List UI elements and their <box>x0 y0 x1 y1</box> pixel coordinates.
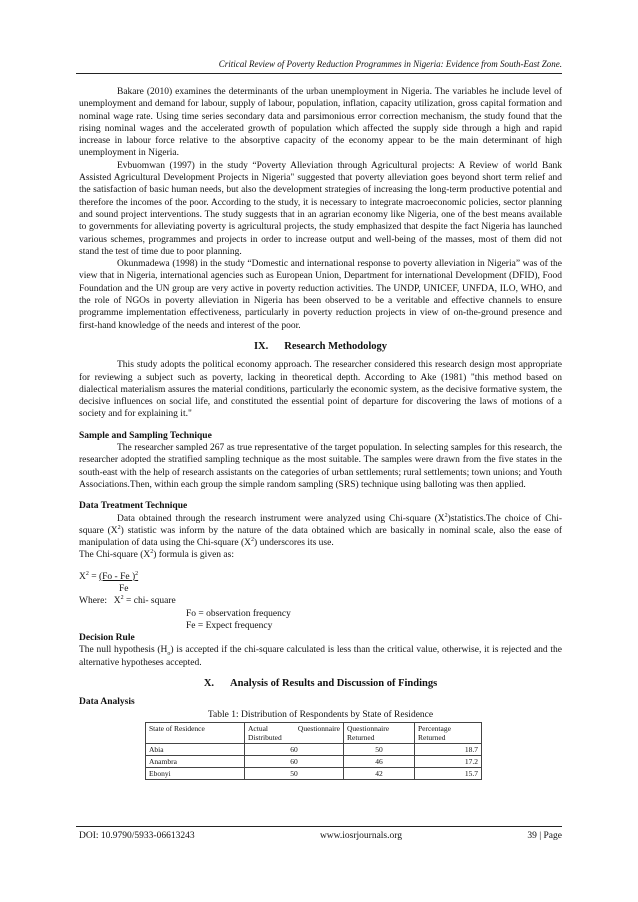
section-number: X. <box>203 678 215 690</box>
chi-square-formula <box>79 571 562 632</box>
footer-website: www.iosrjournals.org <box>319 831 403 841</box>
subheading-sampling: Sample and Sampling Technique <box>79 430 212 441</box>
definition-fe: Fe = Expect frequency <box>186 620 273 631</box>
running-header: Critical Review of Poverty Reduction Programmes in Nigeria: Evidence from South-East Zone. <box>218 59 562 69</box>
column-header <box>245 722 344 743</box>
superscript: 2 <box>85 570 89 577</box>
cell-percentage: 15.7 <box>415 767 482 779</box>
section-title: Analysis of Results and Discussion of Findings <box>230 678 438 690</box>
text-run: Percentage <box>418 723 451 733</box>
table-caption: Table 1: Distribution of Respondents by State of Residence <box>207 709 434 720</box>
cell-state: Abia <box>146 743 245 755</box>
header-rule <box>76 73 562 74</box>
text-run: Distributed <box>248 732 282 742</box>
text-run: ) is accepted if the chi-square calculated is less than the critical value, otherwise, it is rejected and the alternative hypotheses accepted. <box>79 645 562 668</box>
text-run: ) statistic was inform by the nature of the data obtained which are basically in nominal scale, also the ease of manipulation of data using the Chi-square (X <box>79 525 562 549</box>
cell-returned: 46 <box>344 755 415 767</box>
superscript: 2 <box>135 570 139 577</box>
subscript: o <box>167 651 171 658</box>
page-body <box>79 86 562 780</box>
text-run: (Fo - Fe ) <box>98 571 136 582</box>
column-header <box>415 722 482 743</box>
text-run: Questionnaire <box>297 723 340 733</box>
formula-numerator <box>99 572 138 582</box>
footer-doi: DOI: 10.9790/5933-06613243 <box>79 831 195 841</box>
cell-state: Anambra <box>146 755 245 767</box>
formula-lhs: X <box>79 571 86 582</box>
paragraph-evbuomwan: Evbuomwan (1997) in the study “Poverty Alleviation through Agricultural projects: A Review of world Bank Assisted Agricultural Development Projects in Nigeria" suggested that poverty alleviation goes beyond short term relief and the satisfaction of basic human needs, but also the development strategies of increasing the long-term productive potential and therefore the incomes of the poor. According to the study, it is necessary to integrate macroeconomic policies, sector planning and sound project interventions. The study suggests that in an agrarian economy like Nigeria, one of the best means available to governments for alleviating poverty is agricultural projects, the study emphasized that despite the fact Nigeria has launched various schemes, programmes and projects in order to increase output and well-being of the masses, most of them did not stand the test of time due to poor planning. <box>79 160 562 257</box>
section-heading-ix <box>79 341 562 353</box>
footer-rule <box>76 826 562 827</box>
paragraph-data-treatment <box>79 513 562 550</box>
column-header <box>344 722 415 743</box>
cell-returned: 42 <box>344 767 415 779</box>
superscript: 2 <box>120 595 124 602</box>
section-title: Research Methodology <box>284 340 388 352</box>
text-run: ) formula is given as: <box>153 550 234 561</box>
subheading-decision-rule: Decision Rule <box>79 633 135 644</box>
definition-fo: Fo = observation frequency <box>186 608 291 619</box>
text-run: = chi- square <box>123 596 176 607</box>
paragraph-decision-rule <box>79 644 562 669</box>
superscript: 2 <box>251 536 255 543</box>
paragraph-sampling: The researcher sampled 267 as true representative of the target population. In selecting samples for this research, the researcher adopted the stratified sampling technique as the most suitable. The samples were drawn from the five states in the south-east with the help of research assistants on the categories of urban settlements; rural settlements; town unions; and Youth Associations.Then, within each group the simple random sampling (SRS) technique using balloting was then applied. <box>79 443 562 490</box>
superscript: 2 <box>444 512 448 519</box>
section-number: IX. <box>253 340 269 352</box>
formula-intro <box>79 549 562 561</box>
text-run: Data obtained through the research instrument were analyzed using Chi-square (X <box>117 513 445 524</box>
equals-sign: = <box>88 571 99 582</box>
distribution-table <box>145 722 482 780</box>
text-run: Returned <box>418 732 446 742</box>
page-footer <box>79 831 562 841</box>
footer-page-number: 39 | Page <box>527 831 562 841</box>
cell-distributed: 60 <box>245 755 344 767</box>
paragraph-okunmadewa: Okunmadewa (1998) in the study “Domestic and international response to poverty alleviation in Nigeria” was of the view that in Nigeria, international agencies such as European Union, Department for international Development (DFID), Food Foundation and the UN group are very active in poverty reduction activities. The UNDP, UNICEF, UNFDA, ILO, WHO, and the role of NGOs in poverty alleviation in Nigeria has been observed to be a veritable and effective channels to ensure programme implementation effectiveness, particularly in poverty reduction projects in view of on-the-ground presence and first-hand knowledge of the needs and interest of the poor. <box>79 259 562 331</box>
formula-line <box>79 571 562 583</box>
text-run: The Chi-square (X <box>79 550 151 561</box>
superscript: 2 <box>117 524 121 531</box>
paragraph-methodology: This study adopts the political economy approach. The researcher considered this research design most appropriate for reviewing a subject such as poverty, lacking in theoretical depth. According to Ake (1981) "this method based on dialectical materialism assures the material conditions, particularly the economic system, as the decisive formative system, the decisive influences on social life, and constituted the essential point of departure for discovering the laws of motions of a society and for explaining it." <box>79 360 562 420</box>
formula-denominator: Fe <box>119 583 129 594</box>
table-row <box>146 767 482 779</box>
text-run: X <box>113 596 121 607</box>
where-line <box>79 595 562 607</box>
table-row <box>146 743 482 755</box>
where-label: Where: <box>79 596 107 607</box>
table-row <box>146 755 482 767</box>
text-run: The null hypothesis (H <box>79 645 168 656</box>
cell-percentage: 18.7 <box>415 743 482 755</box>
text-run: Questionnaire <box>347 723 390 733</box>
text-run: ) underscores its use. <box>254 538 334 549</box>
text-run: )statistics.The choice of Chi-square (X <box>79 513 562 536</box>
subheading-data-analysis: Data Analysis <box>79 697 135 708</box>
cell-distributed: 60 <box>245 743 344 755</box>
section-heading-x <box>79 678 562 690</box>
cell-distributed: 50 <box>245 767 344 779</box>
superscript: 2 <box>150 549 154 556</box>
column-header: State of Residence <box>146 722 245 743</box>
cell-returned: 50 <box>344 743 415 755</box>
cell-percentage: 17.2 <box>415 755 482 767</box>
table-header-row <box>146 722 482 743</box>
cell-state: Ebonyi <box>146 767 245 779</box>
text-run: Actual <box>248 723 268 733</box>
subheading-data-treatment: Data Treatment Technique <box>79 501 188 512</box>
text-run: Returned <box>347 732 375 742</box>
paragraph-bakare: Bakare (2010) examines the determinants of the urban unemployment in Nigeria. The variables he include level of unemployment and demand for labour, supply of labour, population, inflation, capacity utilization, gross capital formation and nominal wage rate. Using time series secondary data and parsimonious error correction mechanism, the study found that the rising nominal wages and the accelerated growth of population which affected the supply side through a high and rapid increase in labour force relative to the absorptive capacity of the economy appear to be the main determinant of high unemployment in Nigeria. <box>79 87 562 159</box>
